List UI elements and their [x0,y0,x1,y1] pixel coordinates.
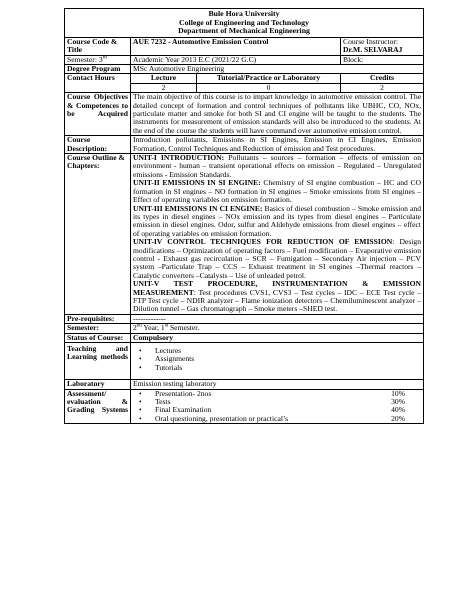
status-row [65,333,424,342]
credits-value: 2 [341,83,424,92]
assessment-item-text: • Final Examination [155,405,212,415]
assessment-item-pct: 30% [391,397,406,407]
assessment-item-text: • Oral questioning, presentation or practical’s [155,413,289,423]
course-code-row [65,37,424,55]
laboratory-row [65,380,424,389]
assessment-content [131,389,424,424]
list-item: • Lectures [133,347,421,355]
assessment-item-pct: 20% [391,413,406,423]
objectives-label: Course Objectives & Competences to be Acquired [65,93,131,136]
status-label: Status of Course: [65,333,131,342]
teaching-row [65,343,424,380]
prerequisites-label: Pre-requisites: [65,314,131,323]
teaching-list [133,347,421,372]
list-item [133,390,421,398]
instructor-name: Dr.M. SELVARAJ [343,45,403,55]
list-item: • Assignments [133,355,421,363]
unit-4-title: UNIT-IV CONTROL TECHNIQUES FOR REDUCTION OF EMISSION [133,237,393,247]
objectives-row [65,93,424,136]
unit-3-title: UNIT-III EMISSIONS IN CI ENGINE: [133,203,263,213]
semester-year-num: 2 [133,323,137,333]
course-code-value: AUE 7232 - Automotive Emission Control [131,37,341,55]
description-row [65,136,424,154]
semester-sem-sup: st [164,323,169,329]
semester-sem-word: Semester. [168,323,200,333]
outline-label: Course Outline & Chapters: [65,154,131,315]
status-value: Compulsory [131,333,424,342]
prerequisites-row [65,314,424,323]
contact-hours-header-row [65,74,424,83]
tutorial-value: 0 [197,83,341,92]
laboratory-label: Laboratory [65,380,131,389]
institution-header [65,9,424,38]
prerequisites-value: ------------- [131,314,424,323]
department-name: Department of Mechanical Engineering [178,26,310,36]
assessment-list [133,390,421,424]
header-row [65,9,424,38]
semester-row-value [131,324,424,333]
unit-4-text: : Design modifications – Optimization of operating factors – Fuel modification – Evaporative emission control - Exhaust gas recirculation – SCR – Fumigation – Secondary Air injection – PCV system –Particulate Trap – CCS – Exhaust treatment in SI engines –Thermal reactors – Catalytic converters –Catalysts – Use of unleaded petrol. [133,237,422,280]
unit-5 [133,280,421,314]
semester-label-sup: rd [102,55,107,61]
assessment-label: Assessment/ evaluation & Grading Systems [65,389,131,424]
assessment-item-text: • Presentation- 2nos [155,388,212,398]
outline-row [65,154,424,315]
course-outline-page [64,8,423,424]
teaching-label: Teaching and Learning methods [65,343,131,380]
assessment-item-pct: 40% [391,405,406,415]
unit-2-title: UNIT-II EMISSIONS IN SI ENGINE: [133,178,261,188]
credits-header: Credits [341,74,424,83]
academic-year-value: Academic Year 2013 E.C (2021/22 G.C) [131,55,341,64]
college-name: College of Engineering and Technology [179,17,309,27]
laboratory-value: Emission testing laboratory [131,380,424,389]
description-text: Introduction pollutants, Emissions in SI Engines, Emission in CI Engines, Emission Formation, Control Techniques and Reduction of emission and Test procedures. [131,136,424,154]
unit-3 [133,205,421,239]
outline-content [131,154,424,315]
assessment-item-text: • Tests [155,397,171,407]
unit-3-text: Basics of diesel combustion – Smoke emission and its types in diesel engines – NOx emission and its types from diesel engines – Particulate emission in diesel engines. Odor, sulfur and Aldehyde emissions from diesel engines – effect of operating variables on emission formation. [133,203,422,238]
unit-1 [133,154,421,179]
lecture-header: Lecture [131,74,197,83]
semester-row-label: Semester: [65,324,131,333]
lecture-value: 2 [131,83,197,92]
semester-label-text: Semester: 3 [67,54,103,64]
degree-value: MSc Automotive Engineering [131,65,424,74]
teaching-content [131,343,424,380]
semester-year-sup: nd [136,323,142,329]
semester-year-word: Year, 1 [141,323,165,333]
instructor-cell [341,37,424,55]
block-label: Block: [341,55,424,64]
unit-2-text: Chemistry of SI engine combustion – HC and CO formation in SI engines – NO formation in SI engines – Smoke emissions from SI engines – Effect of operating variables on emission formation. [133,178,422,205]
assessment-row [65,389,424,424]
unit-4 [133,238,421,280]
unit-5-text: : Test procedures CVS1, CVS3 – Test cycles – IDC – ECE Test cycle – FTP Test cycle – NDIR analyzer – Flame ionization detectors – Chemiluminescent analyzer – Dilution tunnel – Gas chromatograph – Smoke meters –SHED test. [133,287,422,314]
instructor-label: Course Instructor: [343,36,399,46]
description-label: Course Description: [65,136,131,154]
list-item [133,415,421,423]
unit-1-text: Pollutants – sources – formation – effects of emission on environment - human – transient operational effects on emission – Regulated – Unregulated emissions - Emission Standards. [133,153,422,179]
tutorial-header: Tutorial/Practice or Laboratory [197,74,341,83]
course-code-label: Course Code & Title [65,37,131,55]
degree-label: Degree Program [65,65,131,74]
course-table [64,8,424,424]
unit-2 [133,179,421,204]
objectives-text: The main objective of this course is to impart knowledge in automotive emission control. The detailed concept of formation and control techniques of pollutants like UBHC, CO, NOx, particulate matter and smoke for both SI and CI engine will be taught to the students. The instruments for measurement of emission standards will also be introduced to the students. At the end of the course the students will have command over automotive emission control. [131,93,424,136]
semester-row [65,324,424,333]
unit-1-title: UNIT-I INTRODUCTION: [133,153,225,163]
assessment-item-pct: 10% [391,388,406,398]
unit-5-title: UNIT-V TEST PROCEDURE, INSTRUMENTATION & EMISSION MEASUREMENT [133,279,422,297]
contact-hours-label: Contact Hours [65,74,131,93]
university-name: Bule Hora University [208,9,280,18]
list-item: • Tutorials [133,364,421,372]
